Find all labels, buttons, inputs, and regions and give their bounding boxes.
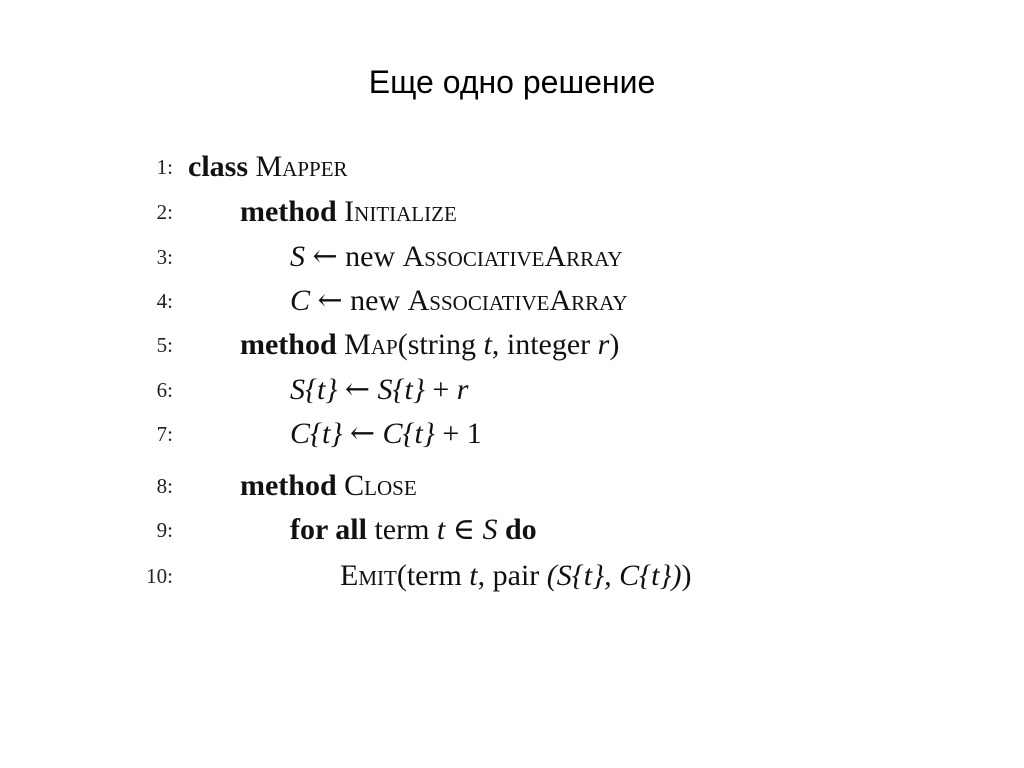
method-name: Map — [344, 328, 398, 361]
emit-open: (term — [396, 559, 470, 592]
assign-arrow: ← — [344, 372, 370, 407]
line-number: 9: — [156, 518, 173, 542]
variable: S — [290, 240, 305, 273]
variable-t: t — [436, 513, 446, 546]
keyword-do: do — [504, 513, 537, 546]
keyword-new: new — [350, 284, 401, 317]
param-close: ) — [609, 328, 620, 361]
line-number: 1: — [156, 155, 173, 179]
lhs-expression: S{t} — [290, 373, 338, 406]
keyword-for-all: for all — [290, 513, 367, 546]
line-number: 6: — [156, 378, 173, 402]
method-name: Close — [344, 469, 417, 502]
assign-arrow: ← — [349, 416, 375, 451]
lhs-expression: C{t} — [290, 417, 343, 450]
element-of-symbol: ∈ — [452, 512, 475, 547]
variable-t: t — [469, 559, 478, 592]
keyword-new: new — [345, 240, 396, 273]
emit-function: Emit — [340, 559, 397, 592]
pair-expression: (S{t}, C{t}) — [546, 559, 682, 592]
keyword-method: method — [240, 328, 337, 361]
slide-title: Еще одно решение — [368, 64, 656, 100]
assign-arrow: ← — [317, 283, 343, 318]
line-number: 4: — [156, 289, 173, 313]
rhs-expression: C{t} — [382, 417, 435, 450]
param-r: r — [597, 328, 610, 361]
line-number: 5: — [156, 333, 173, 357]
variable: C — [290, 284, 311, 317]
type-name: AssociativeArray — [407, 284, 628, 317]
method-name: Initialize — [344, 195, 457, 228]
plus-operator: + — [432, 373, 450, 406]
keyword-method: method — [240, 469, 337, 502]
emit-close: ) — [681, 559, 692, 592]
plus-operator: + — [442, 417, 460, 450]
term-word: term — [374, 513, 430, 546]
param-t: t — [483, 328, 492, 361]
line-number: 2: — [156, 200, 173, 224]
type-name: AssociativeArray — [402, 240, 623, 273]
line-number: 10: — [146, 564, 173, 588]
rhs-term: r — [456, 373, 469, 406]
assign-arrow: ← — [312, 239, 338, 274]
rhs-term: 1 — [466, 417, 482, 450]
rhs-expression: S{t} — [377, 373, 425, 406]
class-name: Mapper — [255, 150, 348, 183]
keyword-method: method — [240, 195, 337, 228]
param-open: (string — [397, 328, 484, 361]
keyword-class: class — [188, 150, 248, 183]
emit-separator: , pair — [477, 559, 547, 592]
param-separator: , integer — [491, 328, 598, 361]
line-number: 8: — [156, 474, 173, 498]
line-number: 7: — [156, 422, 173, 446]
line-number: 3: — [156, 245, 173, 269]
set-s: S — [482, 513, 498, 546]
